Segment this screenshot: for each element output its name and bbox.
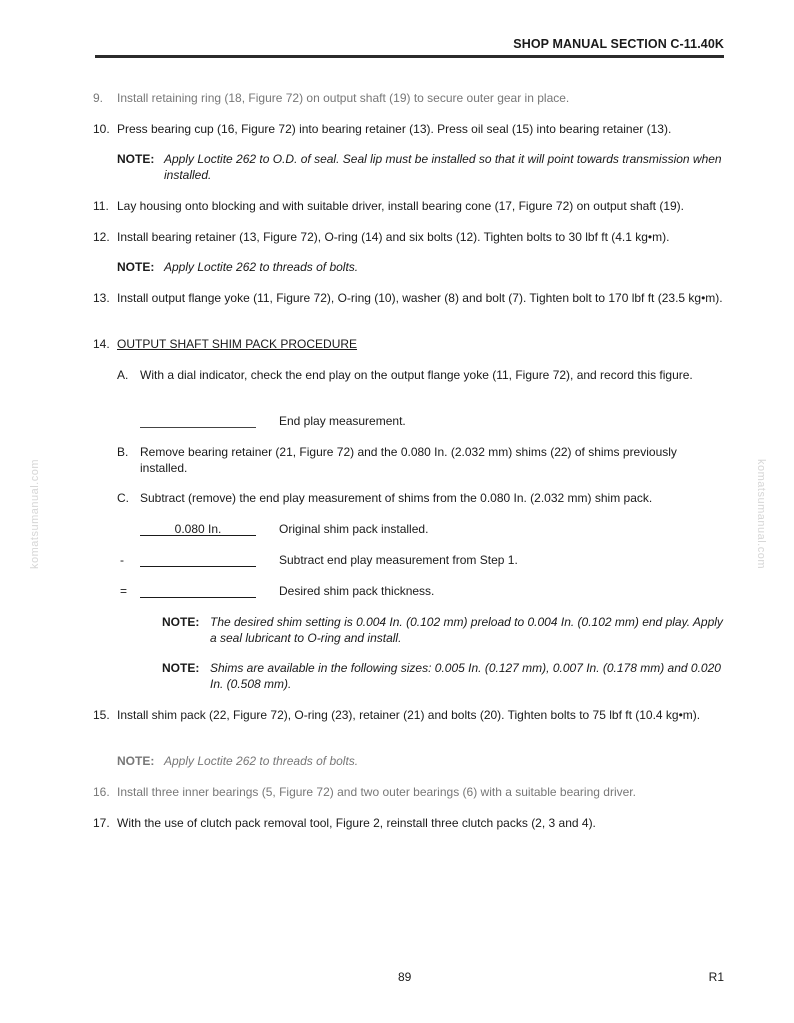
substep-text: Remove bearing retainer (21, Figure 72) and the 0.080 In. (2.032 mm) shims (22) of shims previously installed. [140,445,677,475]
step-text: Install output flange yoke (11, Figure 72), O-ring (10), washer (8) and bolt (7). Tighten bolt to 170 lbf ft (23.5 kg•m). [117,291,723,305]
note-bolts-2 [117,753,727,769]
step-11 [93,198,727,214]
substep-letter: A. [117,368,129,382]
fill-description: Original shim pack installed. [279,522,429,536]
watermark-left: komatsumanual.com [29,459,41,569]
step-12 [93,229,727,245]
fill-row-endplay [117,413,727,429]
note-text: Apply Loctite 262 to O.D. of seal. Seal lip must be installed so that it will point towards transmission when installed. [164,152,722,182]
step-13 [93,290,727,306]
step-text: With the use of clutch pack removal tool, Figure 2, reinstall three clutch packs (2, 3 and 4). [117,816,596,830]
step-17 [93,815,727,831]
step-16 [93,784,727,800]
step-15 [93,707,727,723]
note-shim-sizes [162,660,727,692]
step-number: 12. [93,230,110,244]
step-number: 17. [93,816,110,830]
step-text: Install retaining ring (18, Figure 72) on output shaft (19) to secure outer gear in place. [117,91,570,105]
revision-label: R1 [708,970,724,984]
original-shim-value: 0.080 In. [140,521,256,536]
equals-operator: = [120,584,128,598]
fill-row-result [117,583,727,599]
step-number: 15. [93,708,110,722]
substep-letter: C. [117,491,129,505]
page-number: 89 [398,970,412,984]
note-bolts [117,259,727,275]
substep-b [117,444,727,476]
step-text: Install shim pack (22, Figure 72), O-ring (23), retainer (21) and bolts (20). Tighten bolts to 75 lbf ft (10.4 kg•m). [117,708,701,722]
substep-letter: B. [117,445,129,459]
step-10 [93,121,727,137]
step-text: Install three inner bearings (5, Figure 72) and two outer bearings (6) with a suitable bearing driver. [117,785,636,799]
note-label: NOTE: [162,661,200,675]
fill-row-subtract [117,552,727,568]
substep-c [117,490,727,506]
note-text: The desired shim setting is 0.004 In. (0.102 mm) preload to 0.004 In. (0.102 mm) end play. Apply a seal lubricant to O-ring and install. [210,615,723,645]
fill-description: Desired shim pack thickness. [279,584,435,598]
step-text: Press bearing cup (16, Figure 72) into bearing retainer (13). Press oil seal (15) into bearing retainer (13). [117,122,672,136]
endplay-blank[interactable] [140,413,256,428]
watermark-right: komatsumanual.com [755,459,767,569]
step-14 [93,336,727,352]
section-header: SHOP MANUAL SECTION C-11.40K [513,37,724,51]
note-text: Apply Loctite 262 to threads of bolts. [164,260,359,274]
substep-text: With a dial indicator, check the end play on the output flange yoke (11, Figure 72), and record this figure. [140,368,693,382]
step-text: Install bearing retainer (13, Figure 72), O-ring (14) and six bolts (12). Tighten bolts to 30 lbf ft (4.1 kg•m). [117,230,670,244]
note-label: NOTE: [117,152,155,166]
step-9 [93,90,727,106]
note-label: NOTE: [117,260,155,274]
note-text: Shims are available in the following sizes: 0.005 In. (0.127 mm), 0.007 In. (0.178 mm) and 0.020 In. (0.508 mm). [210,661,721,691]
fill-description: Subtract end play measurement from Step 1. [279,553,518,567]
note-seal [117,151,727,183]
step-number: 16. [93,785,110,799]
step-number: 13. [93,291,110,305]
substep-a [117,367,727,383]
step-text: Lay housing onto blocking and with suitable driver, install bearing cone (17, Figure 72) on output shaft (19). [117,199,685,213]
step-number: 14. [93,337,110,351]
note-text: Apply Loctite 262 to threads of bolts. [164,754,359,768]
substep-text: Subtract (remove) the end play measurement of shims from the 0.080 In. (2.032 mm) shim pack. [140,491,653,505]
fill-row-original [117,521,727,537]
header-rule [95,55,724,58]
step-number: 10. [93,122,110,136]
note-label: NOTE: [117,754,155,768]
subtract-blank[interactable] [140,552,256,567]
minus-operator: - [120,553,124,567]
procedure-heading: OUTPUT SHAFT SHIM PACK PROCEDURE [117,337,358,351]
fill-description: End play measurement. [279,414,406,428]
result-blank[interactable] [140,583,256,598]
step-number: 9. [93,91,104,105]
note-shim-setting [162,614,727,646]
step-number: 11. [93,199,109,213]
note-label: NOTE: [162,615,200,629]
